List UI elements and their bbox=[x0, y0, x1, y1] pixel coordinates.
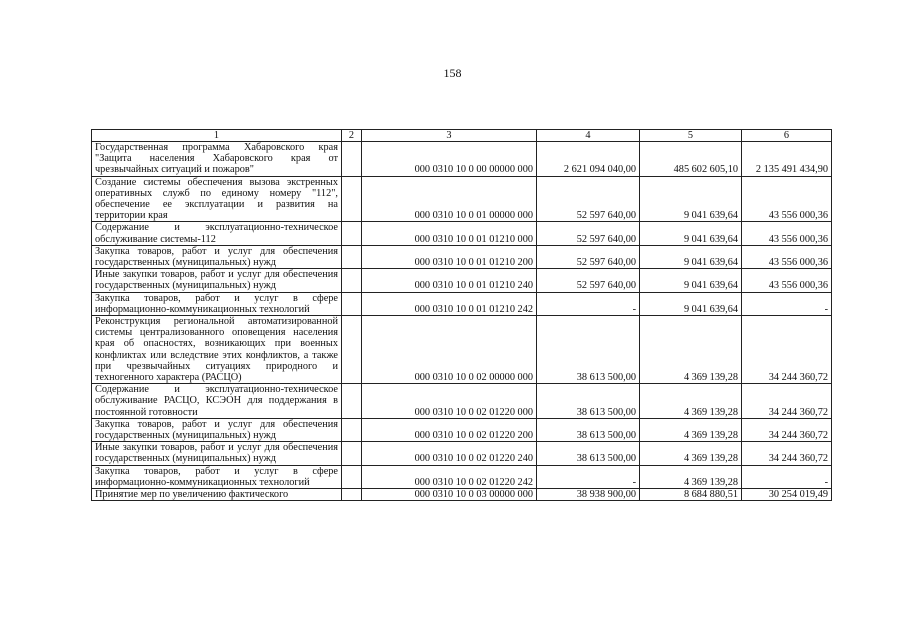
row-code: 000 0310 10 0 02 01220 242 bbox=[362, 465, 537, 488]
row-value-6: 2 135 491 434,90 bbox=[742, 142, 832, 177]
row-value-5: 485 602 605,10 bbox=[640, 142, 742, 177]
column-header: 5 bbox=[640, 130, 742, 142]
row-col2 bbox=[342, 269, 362, 292]
column-header: 1 bbox=[92, 130, 342, 142]
row-value-4: - bbox=[537, 292, 640, 315]
row-col2 bbox=[342, 222, 362, 245]
row-value-5: 8 684 880,51 bbox=[640, 489, 742, 501]
row-code: 000 0310 10 0 02 01220 240 bbox=[362, 442, 537, 465]
row-value-6: - bbox=[742, 465, 832, 488]
row-value-5: 9 041 639,64 bbox=[640, 245, 742, 268]
row-value-6: 34 244 360,72 bbox=[742, 316, 832, 384]
row-col2 bbox=[342, 442, 362, 465]
row-name: Содержание и эксплуатационно-техническое обслуживание системы-112 bbox=[92, 222, 342, 245]
column-header: 6 bbox=[742, 130, 832, 142]
row-code: 000 0310 10 0 02 01220 000 bbox=[362, 384, 537, 419]
row-name: Принятие мер по увеличению фактического bbox=[92, 489, 342, 501]
row-value-6: 43 556 000,36 bbox=[742, 176, 832, 222]
table-row bbox=[92, 384, 832, 419]
row-col2 bbox=[342, 245, 362, 268]
row-name: Закупка товаров, работ и услуг в сфере информационно-коммуникационных технологий bbox=[92, 292, 342, 315]
row-name: Реконструкция региональной автоматизированной системы централизованного оповещения населения края об опасностях, возникающих при военных конфликтах или вследствие этих конфликтов, а также при чрезвычайных ситуациях природного и техногенного характера (РАСЦО) bbox=[92, 316, 342, 384]
row-value-4: 38 938 900,00 bbox=[537, 489, 640, 501]
row-value-6: - bbox=[742, 292, 832, 315]
row-value-6: 34 244 360,72 bbox=[742, 418, 832, 441]
row-name: Закупка товаров, работ и услуг для обеспечения государственных (муниципальных) нужд bbox=[92, 245, 342, 268]
column-header: 3 bbox=[362, 130, 537, 142]
row-name: Закупка товаров, работ и услуг для обеспечения государственных (муниципальных) нужд bbox=[92, 418, 342, 441]
table-row bbox=[92, 418, 832, 441]
table-row bbox=[92, 142, 832, 177]
column-header: 4 bbox=[537, 130, 640, 142]
row-value-4: 38 613 500,00 bbox=[537, 384, 640, 419]
row-value-6: 34 244 360,72 bbox=[742, 442, 832, 465]
row-value-5: 4 369 139,28 bbox=[640, 418, 742, 441]
row-value-5: 9 041 639,64 bbox=[640, 292, 742, 315]
row-code: 000 0310 10 0 02 01220 200 bbox=[362, 418, 537, 441]
row-value-4: 38 613 500,00 bbox=[537, 316, 640, 384]
row-name: Иные закупки товаров, работ и услуг для обеспечения государственных (муниципальных) нужд bbox=[92, 442, 342, 465]
table-row bbox=[92, 442, 832, 465]
row-col2 bbox=[342, 489, 362, 501]
row-code: 000 0310 10 0 01 00000 000 bbox=[362, 176, 537, 222]
row-value-4: - bbox=[537, 465, 640, 488]
row-value-4: 52 597 640,00 bbox=[537, 245, 640, 268]
row-col2 bbox=[342, 292, 362, 315]
table-row bbox=[92, 489, 832, 501]
table-row bbox=[92, 222, 832, 245]
row-value-4: 52 597 640,00 bbox=[537, 269, 640, 292]
row-code: 000 0310 10 0 03 00000 000 bbox=[362, 489, 537, 501]
row-col2 bbox=[342, 465, 362, 488]
row-value-6: 43 556 000,36 bbox=[742, 269, 832, 292]
table-header-row bbox=[92, 130, 832, 142]
row-value-4: 38 613 500,00 bbox=[537, 418, 640, 441]
row-value-5: 4 369 139,28 bbox=[640, 465, 742, 488]
row-name: Закупка товаров, работ и услуг в сфере информационно-коммуникационных технологий bbox=[92, 465, 342, 488]
row-col2 bbox=[342, 418, 362, 441]
row-name: Государственная программа Хабаровского края "Защита населения Хабаровского края от чрезвычайных ситуаций и пожаров" bbox=[92, 142, 342, 177]
row-value-6: 43 556 000,36 bbox=[742, 222, 832, 245]
row-code: 000 0310 10 0 01 01210 242 bbox=[362, 292, 537, 315]
row-value-5: 4 369 139,28 bbox=[640, 442, 742, 465]
row-value-4: 52 597 640,00 bbox=[537, 176, 640, 222]
row-name: Иные закупки товаров, работ и услуг для обеспечения государственных (муниципальных) нужд bbox=[92, 269, 342, 292]
row-value-4: 38 613 500,00 bbox=[537, 442, 640, 465]
row-value-6: 34 244 360,72 bbox=[742, 384, 832, 419]
row-value-4: 2 621 094 040,00 bbox=[537, 142, 640, 177]
row-name: Создание системы обеспечения вызова экстренных оперативных служб по единому номеру "112", обеспечение ее эксплуатации и развития на территории края bbox=[92, 176, 342, 222]
row-col2 bbox=[342, 176, 362, 222]
table-row bbox=[92, 465, 832, 488]
row-col2 bbox=[342, 384, 362, 419]
budget-execution-table bbox=[91, 129, 832, 501]
table-row bbox=[92, 316, 832, 384]
row-value-4: 52 597 640,00 bbox=[537, 222, 640, 245]
table-row bbox=[92, 269, 832, 292]
row-code: 000 0310 10 0 01 01210 000 bbox=[362, 222, 537, 245]
row-col2 bbox=[342, 316, 362, 384]
row-code: 000 0310 10 0 01 01210 200 bbox=[362, 245, 537, 268]
row-value-5: 9 041 639,64 bbox=[640, 269, 742, 292]
row-value-6: 30 254 019,49 bbox=[742, 489, 832, 501]
row-value-6: 43 556 000,36 bbox=[742, 245, 832, 268]
column-header: 2 bbox=[342, 130, 362, 142]
row-code: 000 0310 10 0 02 00000 000 bbox=[362, 316, 537, 384]
row-name: Содержание и эксплуатационно-техническое обслуживание РАСЦО, КСЭОН для поддержания в постоянной готовности bbox=[92, 384, 342, 419]
table-row bbox=[92, 245, 832, 268]
table-row bbox=[92, 176, 832, 222]
row-code: 000 0310 10 0 00 00000 000 bbox=[362, 142, 537, 177]
row-col2 bbox=[342, 142, 362, 177]
row-value-5: 9 041 639,64 bbox=[640, 176, 742, 222]
table-row bbox=[92, 292, 832, 315]
page-number: 158 bbox=[443, 66, 462, 80]
row-value-5: 9 041 639,64 bbox=[640, 222, 742, 245]
row-value-5: 4 369 139,28 bbox=[640, 316, 742, 384]
row-value-5: 4 369 139,28 bbox=[640, 384, 742, 419]
row-code: 000 0310 10 0 01 01210 240 bbox=[362, 269, 537, 292]
